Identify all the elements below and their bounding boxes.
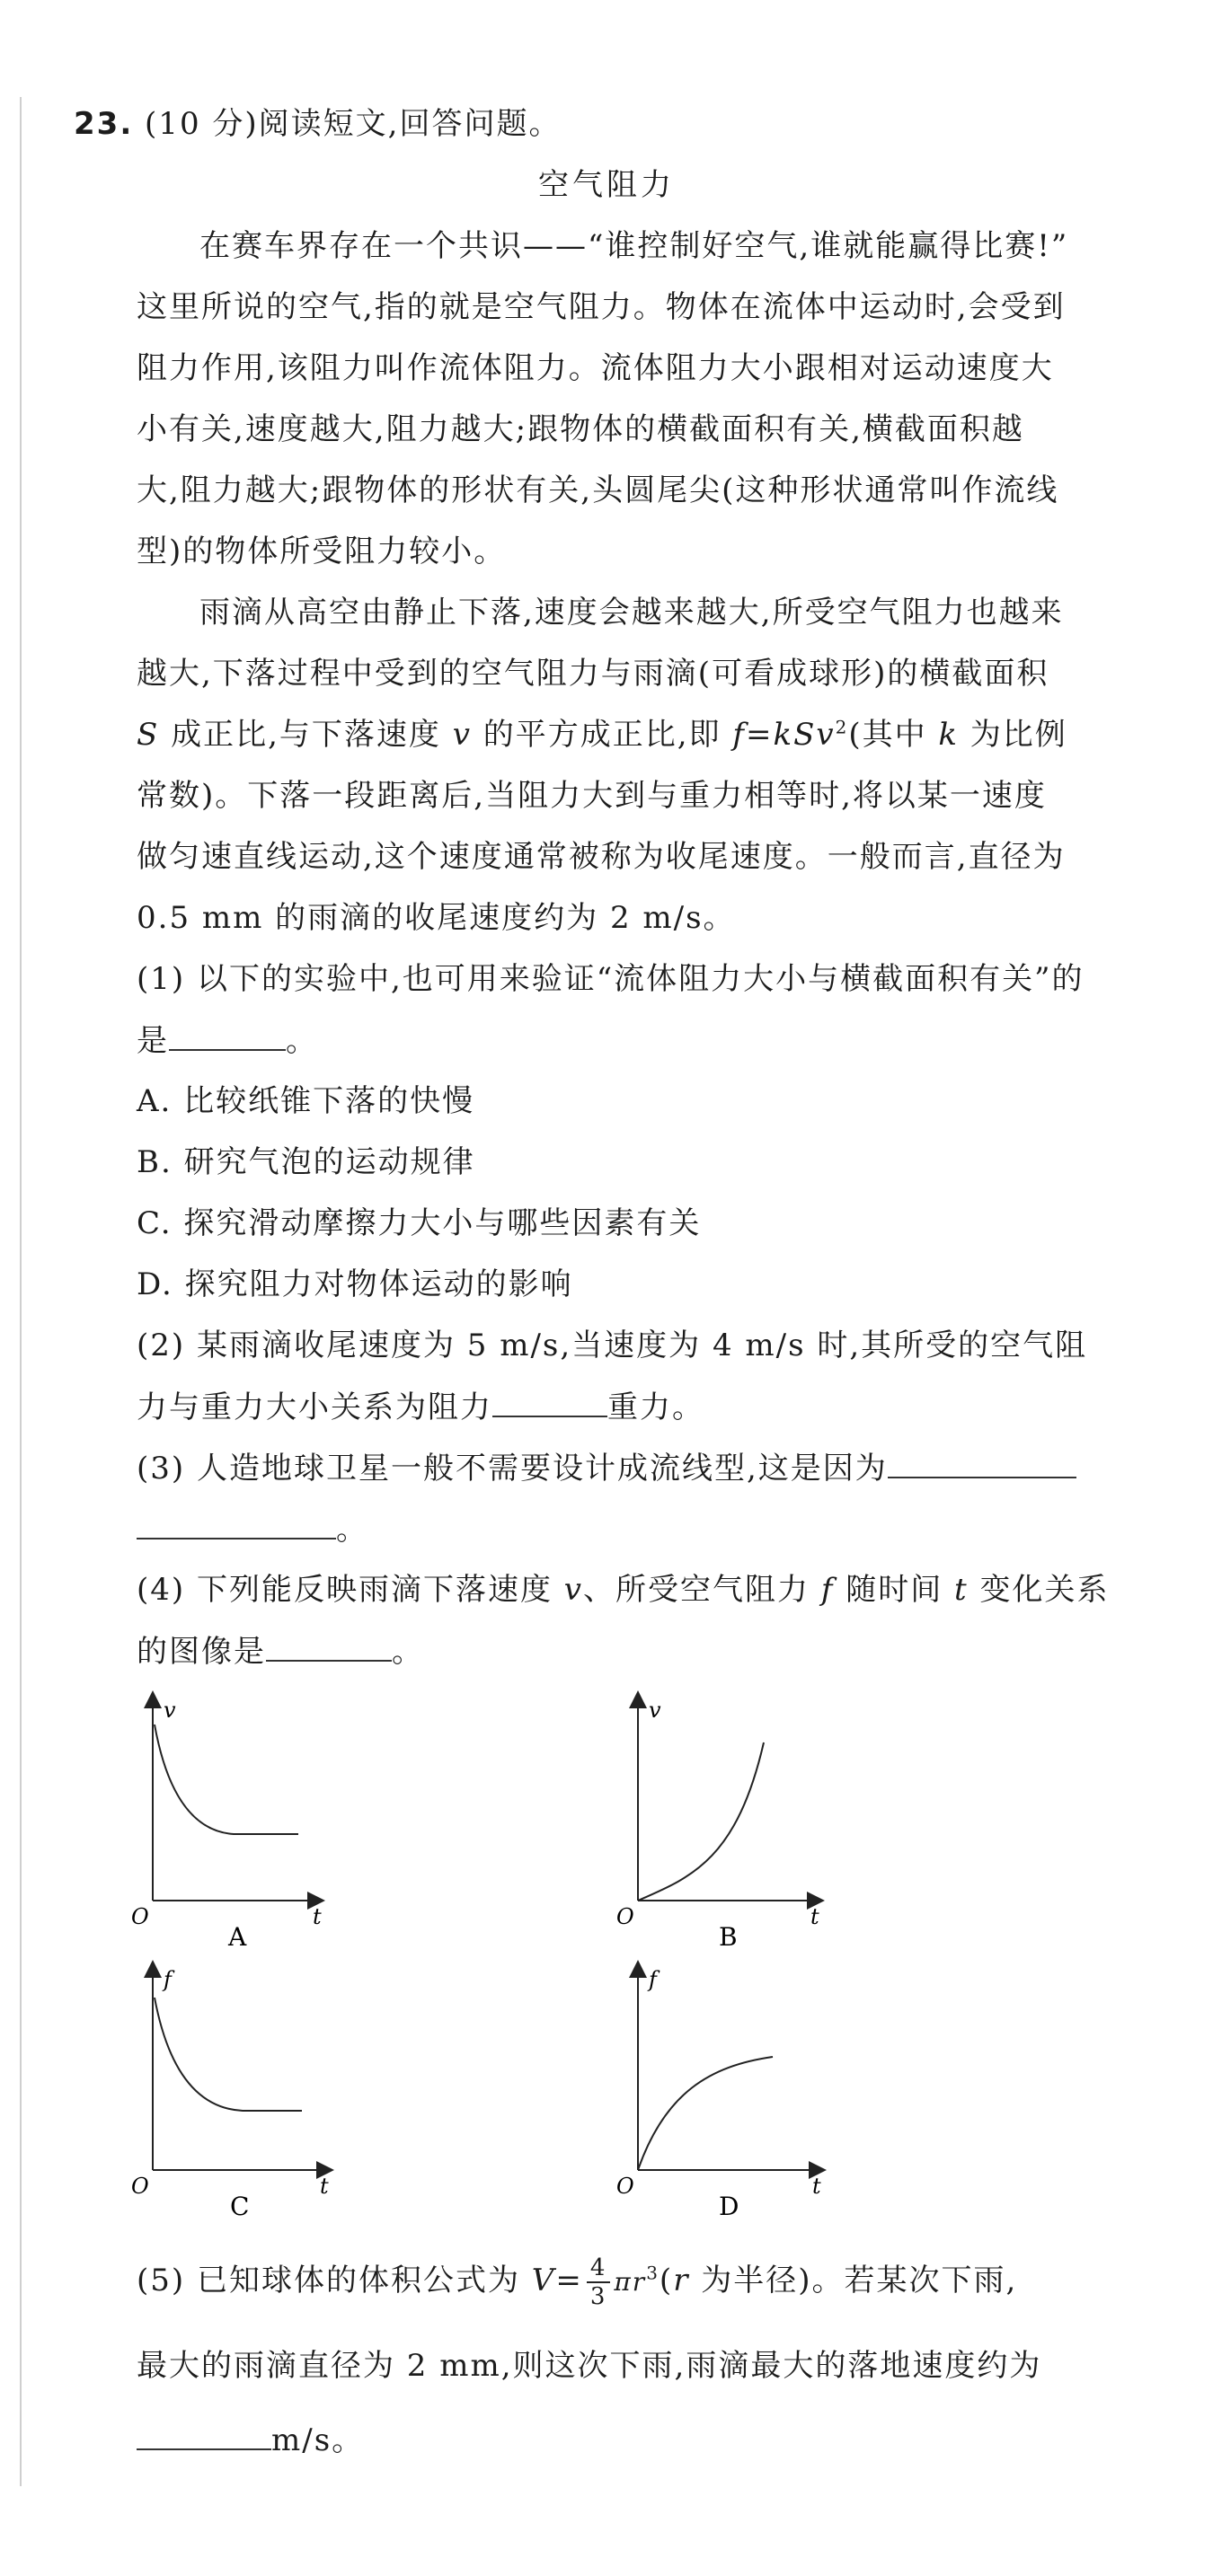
sub2-line-2: [137, 1389, 704, 1425]
graph-label: A: [228, 1922, 247, 1949]
symbol-k: k: [938, 717, 959, 753]
para1-line-1: 在赛车界存在一个共识——“谁控制好空气,谁就能赢得比赛!”: [199, 228, 1069, 264]
option-a: A. 比较纸锥下落的快慢: [137, 1083, 475, 1119]
para1-line-3: 阻力作用,该阻力叫作流体阻力。流体阻力大小跟相对运动速度大: [137, 350, 1054, 386]
y-axis-label: f: [164, 1967, 172, 1992]
equals-sign: =: [555, 2263, 583, 2298]
text-seg: 重力。: [607, 1389, 704, 1425]
sub5-line-3: [137, 2422, 364, 2458]
text-seg: 。: [392, 1634, 424, 1670]
answer-blank-5[interactable]: [137, 2422, 271, 2450]
fraction-numerator: 4: [587, 2254, 611, 2283]
para1-line-6: 型)的物体所受阻力较小。: [137, 534, 507, 569]
origin-label: O: [131, 1904, 149, 1929]
x-axis-label: t: [313, 1904, 322, 1929]
y-axis-label: f: [649, 1967, 657, 1992]
margin-rule: [20, 97, 22, 2486]
graph-d: [611, 1958, 845, 2222]
symbol-r: r: [673, 2263, 690, 2298]
option-c: C. 探究滑动摩擦力大小与哪些因素有关: [137, 1205, 702, 1241]
sub3-line-2: [137, 1511, 368, 1548]
graph-c: [126, 1958, 359, 2222]
y-axis-label: v: [164, 1698, 176, 1723]
x-axis-label: t: [320, 2174, 329, 2199]
option-b: B. 研究气泡的运动规律: [137, 1144, 475, 1180]
sub2-line-1: (2) 某雨滴收尾速度为 5 m/s,当速度为 4 m/s 时,其所受的空气阻: [137, 1328, 1088, 1363]
question-header: [74, 106, 561, 142]
curve-a: [155, 1725, 298, 1834]
text-seg: (3) 人造地球卫星一般不需要设计成流线型,这是因为: [137, 1451, 888, 1486]
formula-exponent: 2: [835, 716, 849, 738]
fraction-denominator: 3: [589, 2283, 607, 2310]
question-number: 23.: [74, 106, 134, 142]
para2-line-3: [137, 717, 1067, 753]
origin-label: O: [131, 2174, 149, 2199]
sub5-line-2: 最大的雨滴直径为 2 mm,则这次下雨,雨滴最大的落地速度约为: [137, 2348, 1042, 2384]
curve-b: [638, 1742, 764, 1901]
answer-blank-2[interactable]: [492, 1389, 607, 1417]
pi-r: πr: [614, 2267, 647, 2297]
cube-exponent: 3: [646, 2262, 660, 2284]
option-d: D. 探究阻力对物体运动的影响: [137, 1266, 573, 1302]
sub1-stem-line-2: [137, 1022, 318, 1059]
origin-label: O: [616, 1904, 634, 1929]
question-intro: (10 分)阅读短文,回答问题。: [145, 106, 562, 142]
origin-label: O: [616, 2174, 634, 2199]
sub4-line-2: [137, 1633, 424, 1670]
symbol-f: f: [820, 1572, 835, 1608]
text-seg: 、所受空气阻力: [583, 1572, 821, 1608]
graph-a: [126, 1689, 359, 1953]
symbol-V: V: [531, 2263, 556, 2298]
para2-line-5: 做匀速直线运动,这个速度通常被称为收尾速度。一般而言,直径为: [137, 839, 1066, 875]
text-seg: m/s。: [271, 2422, 365, 2458]
text-seg: 力与重力大小关系为阻力: [137, 1389, 492, 1425]
text-seg: 是: [137, 1023, 169, 1059]
text-seg: 。: [336, 1512, 368, 1548]
x-axis-label: t: [810, 1904, 819, 1929]
sub4-line-1: [137, 1572, 1110, 1608]
passage-title: 空气阻力: [538, 167, 675, 203]
text-seg: 变化关系: [968, 1572, 1110, 1608]
para1-line-4: 小有关,速度越大,阻力越大;跟物体的横截面积有关,横截面积越: [137, 411, 1024, 447]
fraction: [587, 2254, 611, 2310]
para1-line-5: 大,阻力越大;跟物体的形状有关,头圆尾尖(这种形状通常叫作流线: [137, 472, 1059, 508]
para1-line-2: 这里所说的空气,指的就是空气阻力。物体在流体中运动时,会受到: [137, 289, 1066, 325]
answer-blank-4[interactable]: [266, 1633, 392, 1662]
formula-f: f=kSv: [732, 717, 836, 753]
text-seg: 的图像是: [137, 1634, 266, 1670]
y-axis-label: v: [649, 1698, 661, 1723]
text-seg: (5) 已知球体的体积公式为: [137, 2263, 532, 2298]
graph-b: [611, 1689, 845, 1953]
text-seg: (其中: [848, 717, 939, 753]
symbol-s: S: [137, 717, 160, 753]
para2-line-1: 雨滴从高空由静止下落,速度会越来越大,所受空气阻力也越来: [199, 595, 1064, 631]
text-seg: 成正比,与下落速度: [159, 717, 453, 753]
sub3-line-1: [137, 1450, 1076, 1486]
answer-blank-3a[interactable]: [888, 1450, 1076, 1478]
answer-blank-3b[interactable]: [137, 1511, 336, 1539]
para2-line-6: 0.5 mm 的雨滴的收尾速度约为 2 m/s。: [137, 900, 736, 936]
text-seg: 为比例: [959, 717, 1067, 753]
symbol-v: v: [452, 717, 472, 753]
sub5-line-1: [137, 2254, 1017, 2310]
text-seg: (: [659, 2263, 674, 2298]
sub1-stem-line-1: (1) 以下的实验中,也可用来验证“流体阻力大小与横截面积有关”的: [137, 961, 1085, 997]
text-seg: 。: [286, 1023, 318, 1059]
graph-label: D: [719, 2192, 739, 2219]
para2-line-2: 越大,下落过程中受到的空气阻力与雨滴(可看成球形)的横截面积: [137, 656, 1049, 692]
curve-c: [155, 1998, 302, 2111]
text-seg: 的平方成正比,即: [471, 717, 733, 753]
graph-label: C: [230, 2192, 250, 2219]
curve-d: [638, 2057, 773, 2170]
symbol-v: v: [563, 1572, 583, 1608]
text-seg: 为半径)。若某次下雨,: [689, 2263, 1018, 2298]
text-seg: 随时间: [834, 1572, 955, 1608]
answer-blank-1[interactable]: [169, 1022, 286, 1051]
para2-line-4: 常数)。下落一段距离后,当阻力大到与重力相等时,将以某一速度: [137, 778, 1047, 814]
x-axis-label: t: [812, 2174, 821, 2199]
graph-label: B: [719, 1922, 738, 1949]
text-seg: (4) 下列能反映雨滴下落速度: [137, 1572, 564, 1608]
symbol-t: t: [954, 1572, 969, 1608]
